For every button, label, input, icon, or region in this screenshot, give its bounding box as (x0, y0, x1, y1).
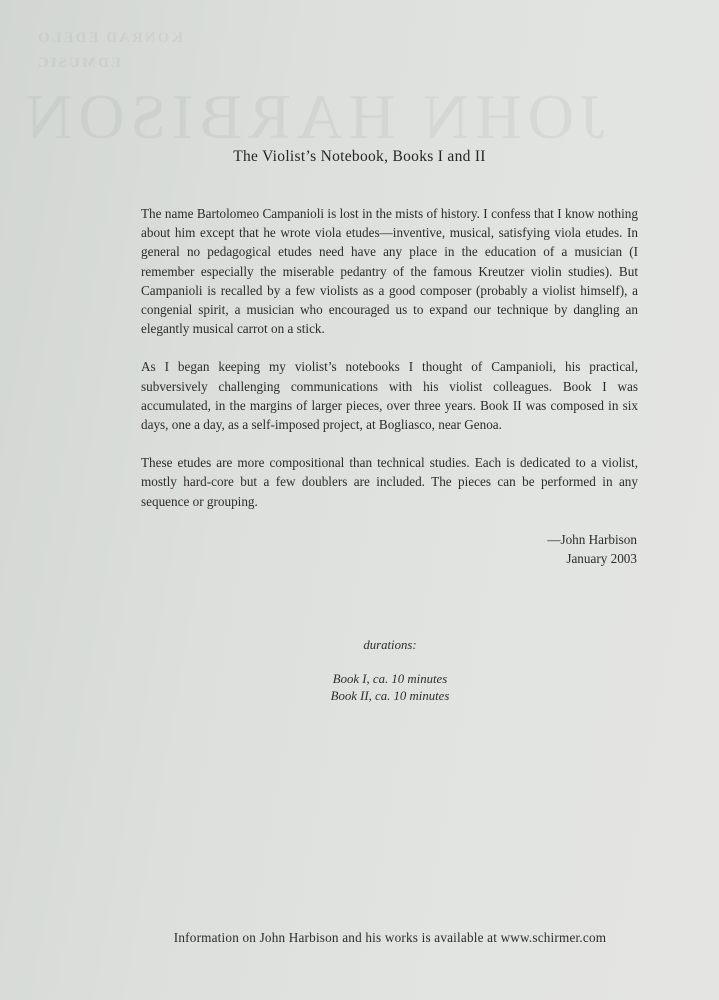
bleed-through-text: JOHN HARBISON (20, 81, 605, 152)
paragraph: These etudes are more compositional than technical studies. Each is dedicated to a violist, mostly hard-core but a few doublers are included. The pieces can be performed in any sequence or grouping. (141, 455, 638, 509)
bleed-through-text: EDMUSIC (36, 55, 121, 71)
paragraph: The name Bartolomeo Campanioli is lost in the mists of history. I confess that I know nothing about him except that he wrote viola etudes—inventive, musical, satisfying viola etudes. In general no pedagogical etudes need have any place in the education of a musician (I remember especially the miserable pedantry of the famous Kreutzer violin studies). But Campanioli is recalled by a few violists as a good composer (probably a violist himself), a congenial spirit, a musician who encouraged us to expand our technique by dangling an elegantly musical carrot on a stick. (141, 206, 638, 337)
duration-item: Book I, ca. 10 minutes (332, 672, 448, 686)
footer-note: Information on John Harbison and his works is available at www.schirmer.com (173, 930, 607, 945)
paragraph: As I began keeping my violist’s notebooks I thought of Campanioli, his practical, subversively challenging communications with his violist colleagues. Book I was accumulated, in the margins of larger pieces, over three years. Book II was composed in six days, one a day, as a self-imposed project, at Bogliasco, near Genoa. (141, 359, 638, 433)
duration-item: Book II, ca. 10 minutes (330, 689, 450, 703)
signature-block (547, 530, 637, 568)
document-body (141, 204, 638, 530)
bleed-through-text: KONRAD EDELO (36, 30, 183, 46)
signature-name: —John Harbison (547, 532, 637, 547)
durations-label: durations: (363, 638, 417, 652)
signature-date: January 2003 (566, 551, 637, 566)
document-title: The Violist’s Notebook, Books I and II (233, 148, 486, 165)
durations-block (0, 637, 719, 705)
